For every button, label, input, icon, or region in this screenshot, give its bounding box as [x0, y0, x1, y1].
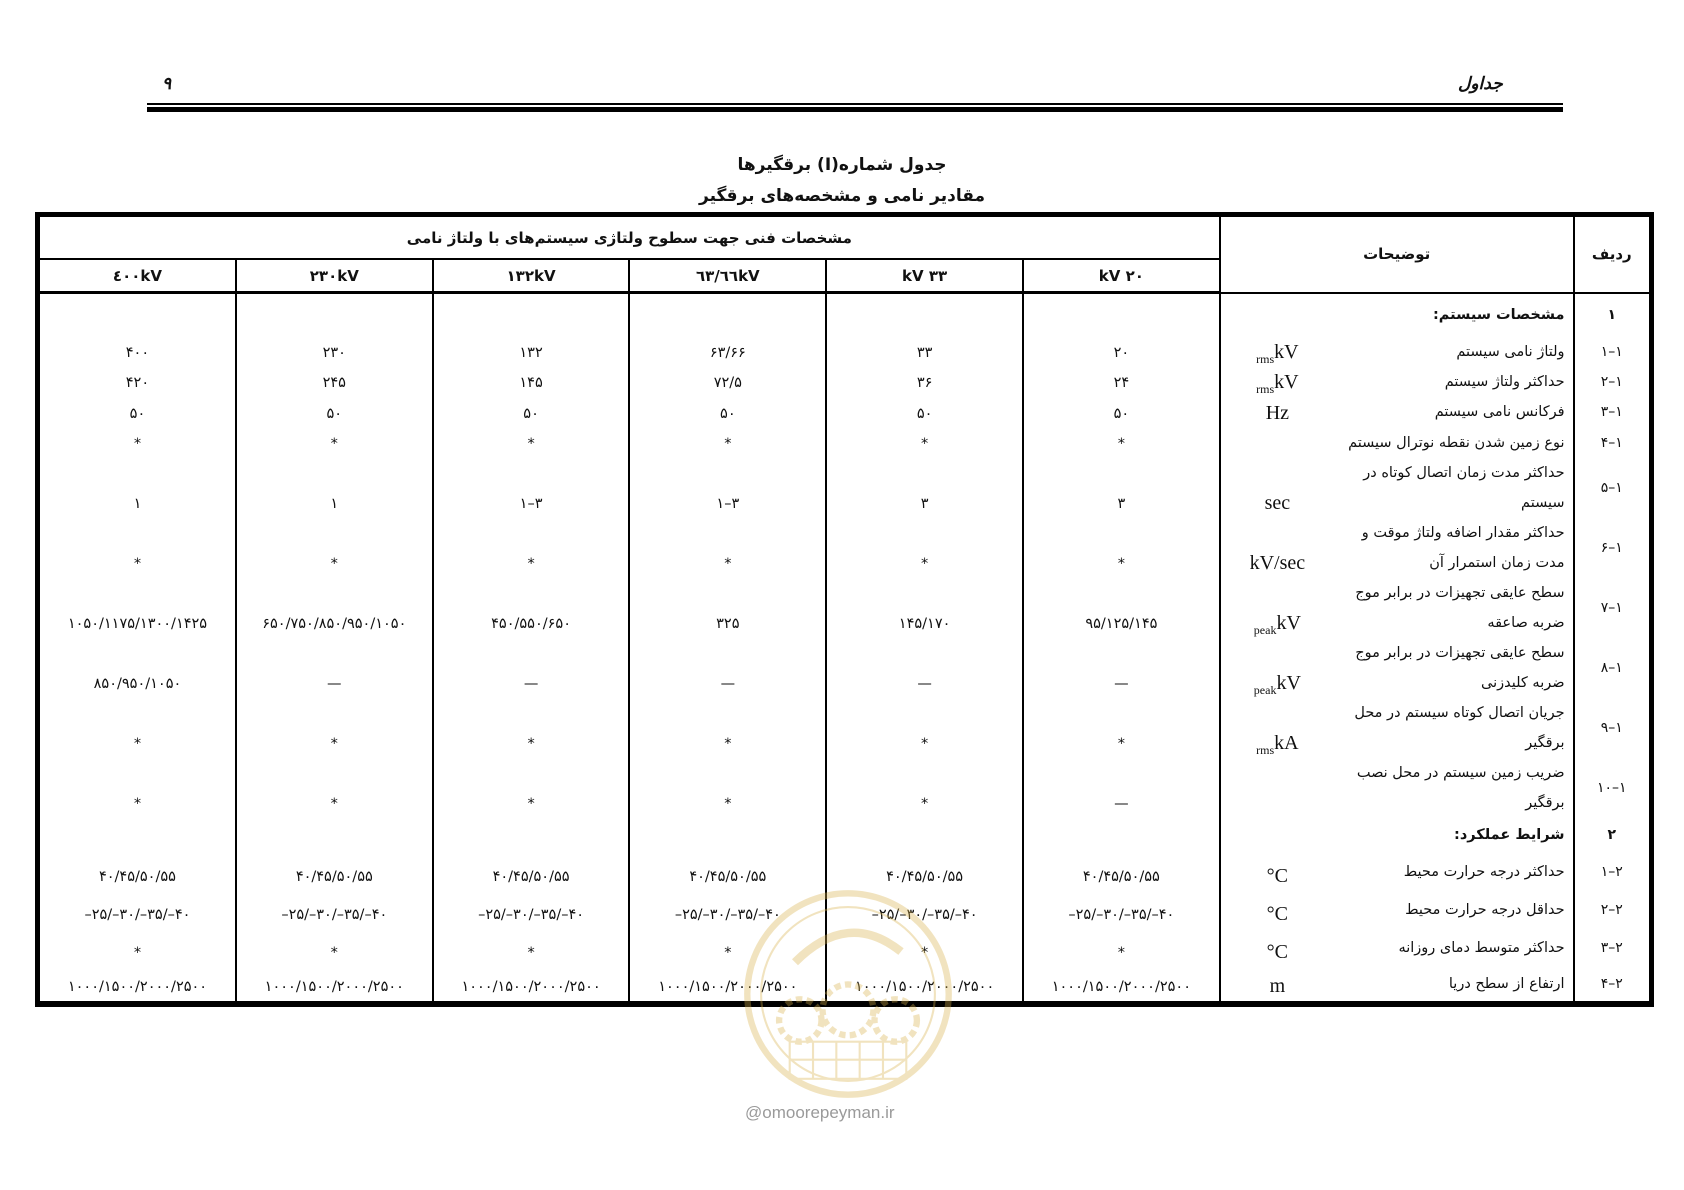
cell-value: ۵۰ — [523, 405, 539, 422]
value-cell — [629, 853, 826, 891]
value-cell — [629, 578, 826, 638]
value-cell — [1023, 818, 1220, 853]
value-cell — [39, 698, 236, 758]
row-number: ۲ — [1574, 818, 1650, 853]
row-unit — [1220, 458, 1334, 518]
cell-value: * — [724, 555, 732, 572]
cell-value: * — [330, 795, 338, 812]
value-cell — [433, 367, 630, 397]
cell-value: * — [527, 435, 535, 452]
value-cell — [39, 638, 236, 698]
row-unit — [1220, 818, 1334, 853]
cell-value: ۹۵/۱۲۵/۱۴۵ — [1085, 615, 1158, 632]
value-cell — [1023, 397, 1220, 428]
row-unit — [1220, 853, 1334, 891]
unit-symbol: Hz — [1265, 401, 1290, 424]
value-cell — [629, 428, 826, 458]
cell-value: * — [920, 735, 929, 752]
cell-value: * — [330, 735, 338, 752]
table-row — [39, 758, 1650, 818]
cell-value: ۴۰/۴۵/۵۰/۵۵ — [1082, 868, 1160, 885]
cell-value: ۷۲/۵ — [713, 374, 742, 391]
unit-symbol: sec — [1264, 491, 1291, 514]
cell-value: ۵۰ — [1113, 405, 1130, 422]
row-description: حداکثر درجه حرارت محیط — [1334, 853, 1574, 891]
cell-value: ۱ — [330, 495, 339, 512]
col-header-voltage: ٦٣/٦٦kV — [629, 259, 826, 293]
value-cell — [236, 518, 433, 578]
row-unit — [1220, 967, 1334, 1003]
cell-value: * — [920, 795, 929, 812]
cell-value: * — [920, 555, 929, 572]
cell-value: ۱۰۰۰/۱۵۰۰/۲۰۰۰/۲۵۰۰ — [461, 979, 601, 995]
value-cell — [236, 967, 433, 1003]
value-cell — [1023, 891, 1220, 929]
table-row — [39, 518, 1650, 578]
value-cell — [629, 638, 826, 698]
row-unit — [1220, 929, 1334, 967]
value-cell — [39, 367, 236, 397]
cell-value: ۲۳۰ — [322, 344, 346, 361]
row-unit — [1220, 428, 1334, 458]
cell-value: –۲۵/–۳۰/–۳۵/–۴۰ — [1068, 906, 1175, 923]
row-unit — [1220, 758, 1334, 818]
row-number: ۱–۱۰ — [1574, 758, 1650, 818]
value-cell — [236, 929, 433, 967]
cell-value: * — [133, 944, 142, 961]
section-title: مشخصات سیستم: — [1334, 293, 1574, 337]
value-cell — [826, 397, 1023, 428]
row-unit — [1220, 578, 1334, 638]
row-unit — [1220, 337, 1334, 367]
unit-symbol: kV — [1274, 370, 1299, 393]
cell-value: –۲۵/–۳۰/–۳۵/–۴۰ — [84, 906, 191, 923]
row-description: ولتاژ نامی سیستم — [1334, 337, 1574, 367]
cell-value: ۱۰۰۰/۱۵۰۰/۲۰۰۰/۲۵۰۰ — [854, 979, 995, 995]
value-cell — [629, 818, 826, 853]
value-cell — [826, 428, 1023, 458]
row-number: ۲–۴ — [1574, 967, 1650, 1003]
value-cell — [236, 818, 433, 853]
value-cell — [629, 758, 826, 818]
value-cell — [236, 293, 433, 337]
row-number: ۱–۶ — [1574, 518, 1650, 578]
value-cell — [1023, 967, 1220, 1003]
value-cell — [629, 367, 826, 397]
cell-value: ۱۴۵ — [519, 374, 543, 391]
row-number: ۱–۵ — [1574, 458, 1650, 518]
unit-symbol: °C — [1266, 864, 1289, 887]
unit-symbol: kV — [1276, 611, 1301, 634]
value-cell — [1023, 518, 1220, 578]
value-cell — [39, 891, 236, 929]
cell-value: ۱۰۵۰/۱۱۷۵/۱۳۰۰/۱۴۲۵ — [67, 615, 208, 632]
col-header-voltage: ۳۳ kV — [826, 259, 1023, 293]
value-cell — [236, 428, 433, 458]
cell-value: * — [724, 735, 732, 752]
unit-subscript: rms — [1256, 351, 1275, 366]
value-cell — [236, 853, 433, 891]
row-number: ۱–۸ — [1574, 638, 1650, 698]
value-cell — [826, 518, 1023, 578]
value-cell — [826, 638, 1023, 698]
page-number: ۹ — [162, 74, 172, 94]
value-cell — [629, 293, 826, 337]
value-cell — [826, 698, 1023, 758]
cell-value: ۱۰۰۰/۱۵۰۰/۲۰۰۰/۲۵۰۰ — [264, 979, 404, 995]
value-cell — [39, 397, 236, 428]
row-number: ۱–۲ — [1574, 367, 1650, 397]
value-cell — [39, 428, 236, 458]
cell-value: ۱۰۰۰/۱۵۰۰/۲۰۰۰/۲۵۰۰ — [1051, 979, 1191, 995]
cell-value: ۴۰/۴۵/۵۰/۵۵ — [295, 868, 373, 885]
cell-value: — — [327, 675, 342, 692]
header-rule-thick — [147, 107, 1563, 112]
value-cell — [433, 428, 630, 458]
value-cell — [1023, 929, 1220, 967]
section-row — [39, 818, 1650, 853]
row-description: حداکثر مقدار اضافه ولتاژ موقت و مدت زمان استمرار آن — [1334, 518, 1574, 578]
cell-value: ۱۰۰۰/۱۵۰۰/۲۰۰۰/۲۵۰۰ — [658, 979, 798, 995]
row-unit — [1220, 891, 1334, 929]
unit-symbol: kV/sec — [1249, 551, 1306, 574]
value-cell — [1023, 428, 1220, 458]
table-row — [39, 428, 1650, 458]
arrester-ratings-table — [38, 215, 1651, 1004]
row-description: سطح عایقی تجهیزات در برابر موج ضربه صاعقه — [1334, 578, 1574, 638]
value-cell — [826, 853, 1023, 891]
col-header-voltage: ۲۳۰kV — [236, 259, 433, 293]
value-cell — [826, 758, 1023, 818]
value-cell — [236, 638, 433, 698]
cell-value: * — [1117, 435, 1125, 452]
value-cell — [433, 853, 630, 891]
value-cell — [236, 578, 433, 638]
row-number: ۱–۱ — [1574, 337, 1650, 367]
value-cell — [826, 293, 1023, 337]
cell-value: * — [1117, 735, 1125, 752]
unit-symbol: m — [1269, 975, 1286, 997]
value-cell — [1023, 458, 1220, 518]
unit-symbol: °C — [1266, 902, 1289, 925]
value-cell — [39, 929, 236, 967]
row-unit — [1220, 367, 1334, 397]
row-number: ۱–۷ — [1574, 578, 1650, 638]
cell-value: * — [527, 795, 535, 812]
value-cell — [433, 698, 630, 758]
row-description: حداکثر مدت زمان اتصال کوتاه در سیستم — [1334, 458, 1574, 518]
value-cell — [39, 758, 236, 818]
row-description: حداقل درجه حرارت محیط — [1334, 891, 1574, 929]
col-header-voltage: ۱۳۲kV — [433, 259, 630, 293]
row-unit — [1220, 638, 1334, 698]
value-cell — [39, 853, 236, 891]
value-cell — [236, 397, 433, 428]
cell-value: ۴۰/۴۵/۵۰/۵۵ — [689, 868, 767, 885]
table-titles — [0, 150, 1684, 212]
value-cell — [236, 367, 433, 397]
table-row — [39, 698, 1650, 758]
watermark-url: @omoorepeyman.ir — [745, 1103, 895, 1122]
unit-symbol: kA — [1274, 731, 1299, 754]
cell-value: ۸۵۰/۹۵۰/۱۰۵۰ — [93, 675, 182, 692]
row-unit — [1220, 397, 1334, 428]
table-row — [39, 638, 1650, 698]
value-cell — [629, 698, 826, 758]
cell-value: — — [1114, 795, 1129, 812]
row-number: ۱ — [1574, 293, 1650, 337]
cell-value: * — [527, 735, 535, 752]
row-description: نوع زمین شدن نقطه نوترال سیستم — [1334, 428, 1574, 458]
section-title: شرایط عملکرد: — [1334, 818, 1574, 853]
unit-symbol: kV — [1276, 671, 1301, 694]
cell-value: * — [133, 795, 142, 812]
value-cell — [236, 337, 433, 367]
cell-value: * — [133, 735, 142, 752]
value-cell — [433, 929, 630, 967]
col-header-voltage: ٤۰۰kV — [39, 259, 236, 293]
value-cell — [433, 458, 630, 518]
value-cell — [1023, 638, 1220, 698]
cell-value: ۴۰/۴۵/۵۰/۵۵ — [492, 868, 570, 885]
cell-value: –۲۵/–۳۰/–۳۵/–۴۰ — [281, 906, 388, 923]
cell-value: ۴۰۰ — [125, 344, 150, 361]
value-cell — [236, 698, 433, 758]
value-cell — [236, 458, 433, 518]
cell-value: * — [527, 944, 535, 961]
table-row — [39, 578, 1650, 638]
unit-subscript: peak — [1253, 622, 1277, 637]
cell-value: * — [330, 435, 338, 452]
cell-value: ۱–۳ — [716, 495, 740, 512]
value-cell — [826, 337, 1023, 367]
value-cell — [433, 967, 630, 1003]
col-header-row-number: ردیف — [1574, 216, 1650, 293]
cell-value: ۱ — [133, 495, 142, 512]
row-description: فرکانس نامی سیستم — [1334, 397, 1574, 428]
cell-value: –۲۵/–۳۰/–۳۵/–۴۰ — [478, 906, 585, 923]
row-unit — [1220, 518, 1334, 578]
table-title: جدول شماره(I) برقگیرها — [737, 155, 947, 175]
cell-value: ۳ — [1117, 495, 1126, 512]
cell-value: ۱۰۰۰/۱۵۰۰/۲۰۰۰/۲۵۰۰ — [67, 979, 208, 995]
value-cell — [826, 458, 1023, 518]
unit-subscript: peak — [1253, 682, 1277, 697]
value-cell — [39, 578, 236, 638]
cell-value: ۴۰/۴۵/۵۰/۵۵ — [98, 868, 176, 885]
cell-value: — — [720, 675, 736, 692]
cell-value: ۳۲۵ — [716, 615, 740, 632]
value-cell — [39, 818, 236, 853]
cell-value: ۵۰ — [129, 405, 146, 422]
table-row — [39, 853, 1650, 891]
value-cell — [629, 458, 826, 518]
value-cell — [433, 818, 630, 853]
cell-value: ۱۴۵/۱۷۰ — [898, 615, 951, 632]
value-cell — [433, 578, 630, 638]
value-cell — [1023, 293, 1220, 337]
value-cell — [433, 337, 630, 367]
unit-subscript: rms — [1256, 381, 1275, 396]
value-cell — [1023, 758, 1220, 818]
row-number: ۱–۹ — [1574, 698, 1650, 758]
value-cell — [1023, 698, 1220, 758]
value-cell — [433, 397, 630, 428]
cell-value: * — [133, 435, 142, 452]
cell-value: ۵۰ — [720, 405, 736, 422]
row-number: ۱–۴ — [1574, 428, 1650, 458]
table-row — [39, 367, 1650, 397]
cell-value: * — [133, 555, 142, 572]
cell-value: ۶۵۰/۷۵۰/۸۵۰/۹۵۰/۱۰۵۰ — [262, 615, 407, 632]
table-row — [39, 458, 1650, 518]
cell-value: ۵۰ — [916, 405, 933, 422]
col-header-description: توضیحات — [1220, 216, 1574, 293]
row-description: ضریب زمین سیستم در محل نصب برقگیر — [1334, 758, 1574, 818]
cell-value: ۱–۳ — [519, 495, 543, 512]
row-number: ۲–۳ — [1574, 929, 1650, 967]
cell-value: * — [920, 944, 929, 961]
cell-value: * — [330, 555, 338, 572]
value-cell — [629, 337, 826, 367]
value-cell — [236, 891, 433, 929]
value-cell — [826, 578, 1023, 638]
cell-value: –۲۵/–۳۰/–۳۵/–۴۰ — [674, 906, 781, 923]
cell-value: ۵۰ — [326, 405, 343, 422]
cell-value: –۲۵/–۳۰/–۳۵/–۴۰ — [871, 906, 978, 923]
col-header-spec-group: مشخصات فنی جهت سطوح ولتاژی سیستم‌های با ولتاژ نامی — [39, 216, 1220, 259]
row-number: ۲–۱ — [1574, 853, 1650, 891]
cell-value: — — [523, 675, 539, 692]
row-number: ۲–۲ — [1574, 891, 1650, 929]
cell-value: * — [724, 435, 732, 452]
value-cell — [629, 518, 826, 578]
value-cell — [39, 967, 236, 1003]
cell-value: ۲۴ — [1113, 374, 1130, 391]
cell-value: — — [917, 675, 932, 692]
value-cell — [236, 758, 433, 818]
row-description: حداکثر متوسط دمای روزانه — [1334, 929, 1574, 967]
table-subtitle: مقادیر نامی و مشخصه‌های برقگیر — [699, 186, 985, 206]
row-description: ارتفاع از سطح دریا — [1334, 967, 1574, 1003]
value-cell — [433, 293, 630, 337]
cell-value: * — [1117, 944, 1125, 961]
row-description: حداکثر ولتاژ سیستم — [1334, 367, 1574, 397]
cell-value: * — [330, 944, 338, 961]
value-cell — [1023, 337, 1220, 367]
row-description: جریان اتصال کوتاه سیستم در محل برقگیر — [1334, 698, 1574, 758]
unit-symbol: kV — [1274, 340, 1299, 363]
cell-value: ۴۵۰/۵۵۰/۶۵۰ — [491, 615, 571, 632]
cell-value: ۱۳۲ — [519, 344, 543, 361]
cell-value: ۴۰/۴۵/۵۰/۵۵ — [886, 868, 964, 885]
watermark-logo — [742, 888, 954, 1100]
cell-value: * — [724, 944, 732, 961]
value-cell — [39, 458, 236, 518]
cell-value: * — [920, 435, 929, 452]
value-cell — [433, 891, 630, 929]
cell-value: — — [1114, 675, 1129, 692]
value-cell — [39, 293, 236, 337]
cell-value: ۴۲۰ — [125, 374, 150, 391]
value-cell — [826, 367, 1023, 397]
value-cell — [433, 758, 630, 818]
value-cell — [433, 518, 630, 578]
cell-value: * — [724, 795, 732, 812]
cell-value: * — [1117, 555, 1125, 572]
section-row — [39, 293, 1650, 337]
chapter-title: جداول — [1458, 74, 1503, 94]
unit-subscript: rms — [1256, 742, 1275, 757]
value-cell — [1023, 367, 1220, 397]
value-cell — [1023, 578, 1220, 638]
col-header-voltage: ۲۰ kV — [1023, 259, 1220, 293]
cell-value: * — [527, 555, 535, 572]
value-cell — [826, 818, 1023, 853]
value-cell — [39, 518, 236, 578]
table-row — [39, 337, 1650, 367]
value-cell — [629, 397, 826, 428]
row-description: سطح عایقی تجهیزات در برابر موج ضربه کلیدزنی — [1334, 638, 1574, 698]
cell-value: ۶۳/۶۶ — [709, 344, 746, 361]
value-cell — [433, 638, 630, 698]
row-unit — [1220, 698, 1334, 758]
value-cell — [1023, 853, 1220, 891]
row-unit — [1220, 293, 1334, 337]
cell-value: ۳ — [920, 495, 929, 512]
header-rule-thin — [147, 103, 1563, 105]
cell-value: ۳۶ — [916, 374, 933, 391]
cell-value: ۳۳ — [916, 344, 933, 361]
unit-symbol: °C — [1266, 940, 1289, 963]
value-cell — [39, 337, 236, 367]
cell-value: ۲۴۵ — [322, 374, 346, 391]
row-number: ۱–۳ — [1574, 397, 1650, 428]
table-row — [39, 397, 1650, 428]
cell-value: ۲۰ — [1113, 344, 1130, 361]
